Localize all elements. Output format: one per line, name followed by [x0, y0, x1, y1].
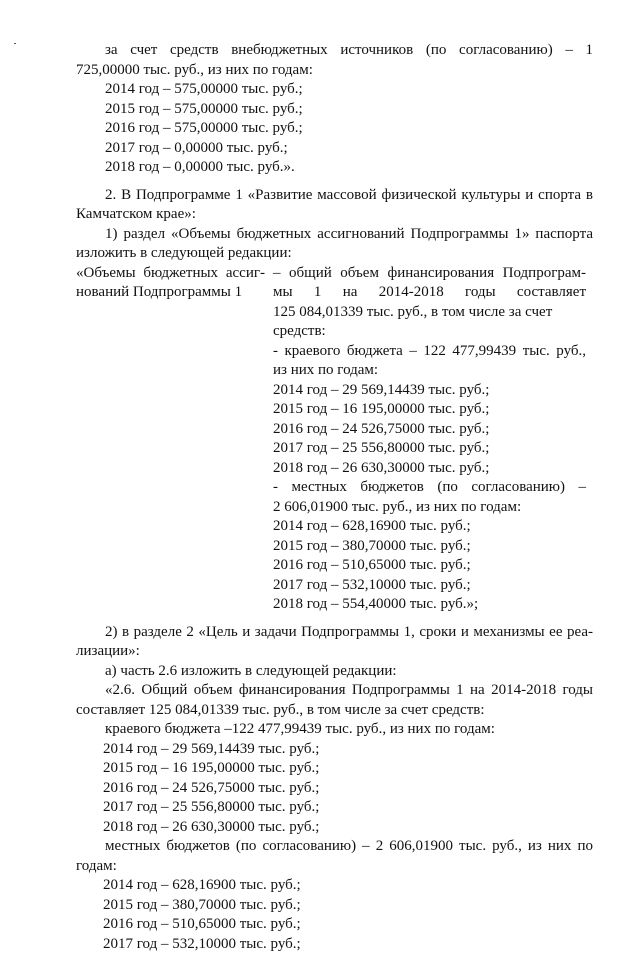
paragraph-text: краевого бюджета –122 477,99439 тыс. руб., из них по годам:	[76, 720, 593, 740]
table-value-cell	[273, 264, 586, 615]
item-text: изложить в следующей редакции:	[76, 244, 593, 264]
table-value-line: мы 1 на 2014-2018 годы составляет	[273, 283, 586, 303]
table-value-line: 2017 год – 25 556,80000 тыс. руб.;	[273, 439, 586, 459]
table-value-line: из них по годам:	[273, 361, 586, 381]
document-content	[76, 41, 593, 954]
year-line: 2014 год – 29 569,14439 тыс. руб.;	[76, 740, 593, 760]
section-heading: 2. В Подпрограмме 1 «Развитие массовой физической культуры и спорта в	[76, 186, 593, 206]
year-line: 2016 год – 24 526,75000 тыс. руб.;	[76, 779, 593, 799]
table-label: нований Подпрограммы 1	[76, 283, 265, 303]
item-text: 1) раздел «Объемы бюджетных ассигнований Подпрограммы 1» паспорта	[76, 225, 593, 245]
funding-line: 725,00000 тыс. руб., из них по годам:	[76, 61, 593, 81]
year-line: 2014 год – 575,00000 тыс. руб.;	[76, 80, 593, 100]
section-heading: Камчатском крае»:	[76, 205, 593, 225]
paragraph-text: местных бюджетов (по согласованию) – 2 606,01900 тыс. руб., из них по	[76, 837, 593, 857]
scan-mark	[14, 43, 16, 44]
year-line: 2015 год – 380,70000 тыс. руб.;	[76, 896, 593, 916]
paragraph-text: составляет 125 084,01339 тыс. руб., в том числе за счет средств:	[76, 701, 593, 721]
table-value-line: 2018 год – 554,40000 тыс. руб.»;	[273, 595, 586, 615]
table-value-line: – общий объем финансирования Подпрограм-	[273, 264, 586, 284]
year-line: 2016 год – 510,65000 тыс. руб.;	[76, 915, 593, 935]
table-value-line: 2017 год – 532,10000 тыс. руб.;	[273, 576, 586, 596]
table-value-line: 2016 год – 510,65000 тыс. руб.;	[273, 556, 586, 576]
table-value-line: 2016 год – 24 526,75000 тыс. руб.;	[273, 420, 586, 440]
paragraph-text: годам:	[76, 857, 593, 877]
year-line: 2015 год – 16 195,00000 тыс. руб.;	[76, 759, 593, 779]
table-value-line: 2018 год – 26 630,30000 тыс. руб.;	[273, 459, 586, 479]
table-value-line: - местных бюджетов (по согласованию) –	[273, 478, 586, 498]
year-line: 2017 год – 0,00000 тыс. руб.;	[76, 139, 593, 159]
table-value-line: 2014 год – 628,16900 тыс. руб.;	[273, 517, 586, 537]
year-line: 2017 год – 25 556,80000 тыс. руб.;	[76, 798, 593, 818]
item-text: лизации»:	[76, 642, 593, 662]
year-line: 2014 год – 628,16900 тыс. руб.;	[76, 876, 593, 896]
table-value-line: средств:	[273, 322, 586, 342]
year-line: 2017 год – 532,10000 тыс. руб.;	[76, 935, 593, 954]
table-value-line: 2015 год – 16 195,00000 тыс. руб.;	[273, 400, 586, 420]
table-label: «Объемы бюджетных ассиг-	[76, 264, 265, 284]
funding-line: за счет средств внебюджетных источников (по согласованию) – 1	[76, 41, 593, 61]
year-line: 2015 год – 575,00000 тыс. руб.;	[76, 100, 593, 120]
table-value-line: 2 606,01900 тыс. руб., из них по годам:	[273, 498, 586, 518]
year-line: 2018 год – 0,00000 тыс. руб.».	[76, 158, 593, 178]
table-value-line: 125 084,01339 тыс. руб., в том числе за счет	[273, 303, 586, 323]
table-value-line: 2014 год – 29 569,14439 тыс. руб.;	[273, 381, 586, 401]
budget-table	[76, 264, 593, 615]
table-value-line: 2015 год – 380,70000 тыс. руб.;	[273, 537, 586, 557]
item-text: 2) в разделе 2 «Цель и задачи Подпрограммы 1, сроки и механизмы ее реа-	[76, 623, 593, 643]
table-label-cell	[76, 264, 265, 615]
paragraph-text: «2.6. Общий объем финансирования Подпрограммы 1 на 2014-2018 годы	[76, 681, 593, 701]
year-line: 2018 год – 26 630,30000 тыс. руб.;	[76, 818, 593, 838]
table-value-line: - краевого бюджета – 122 477,99439 тыс. руб.,	[273, 342, 586, 362]
year-line: 2016 год – 575,00000 тыс. руб.;	[76, 119, 593, 139]
sub-item-text: а) часть 2.6 изложить в следующей редакции:	[76, 662, 593, 682]
